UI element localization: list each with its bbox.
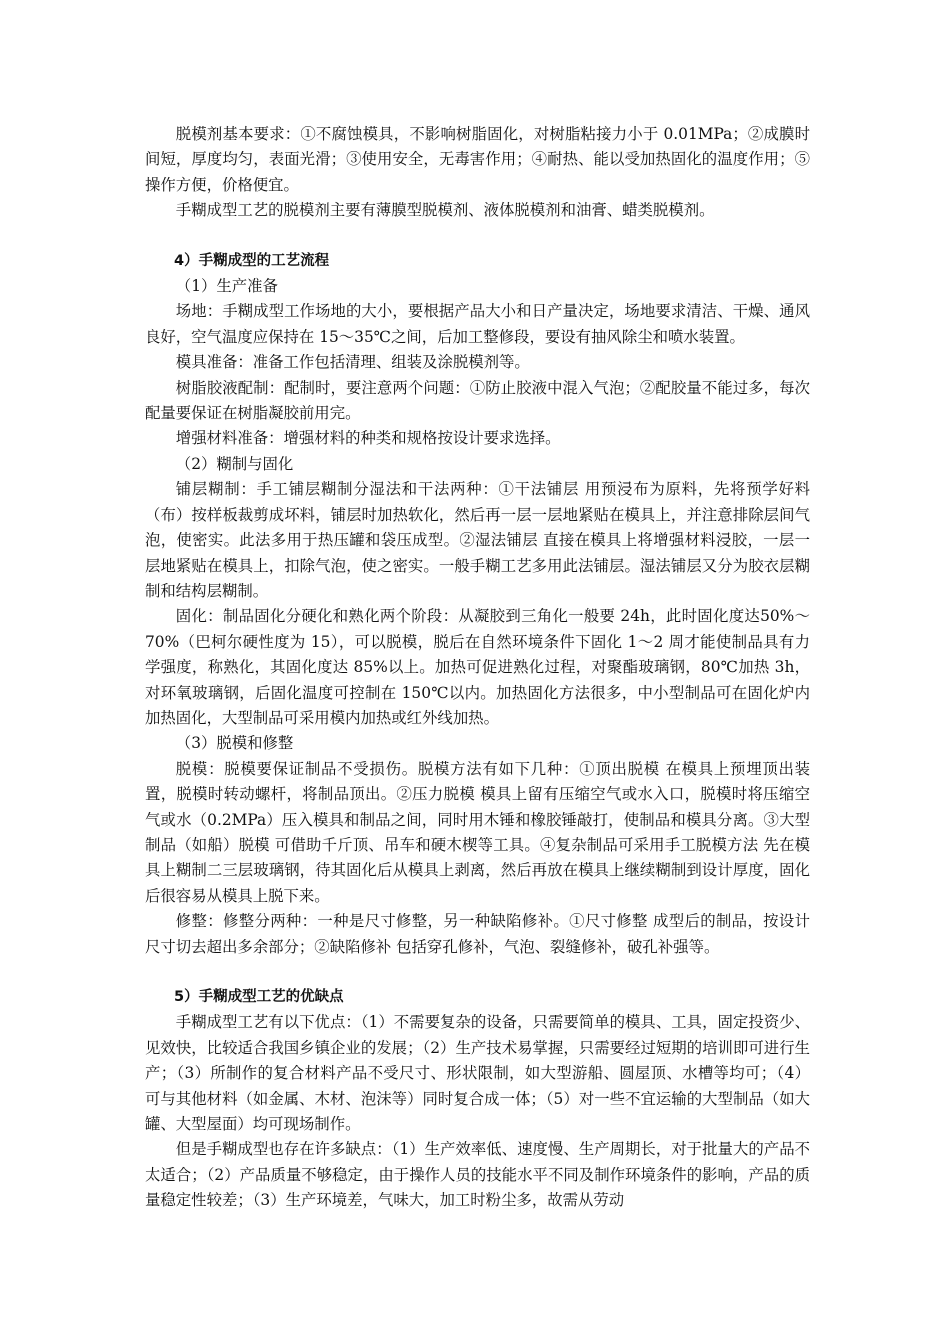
subsection-3-title: （3）脱模和修整 [175, 734, 294, 753]
curing-paragraph: 固化：制品固化分硬化和熟化两个阶段：从凝胶到三角化一般要 24h，此时固化度达50%～70%（巴柯尔硬性度为 15），可以脱模，脱后在自然环境条件下固化 1～2 周才能使制品具有力学强度，称熟化，其固化度达 85%以上。加热可促进熟化过程，对聚酯玻璃钢，80℃加热 3h，对环氧玻璃钢，后固化温度可控制在 150℃以内。加热固化方法很多，中小型制品可在固化炉内加热固化，大型制品可采用模内加热或红外线加热。 [145, 607, 810, 727]
trim-paragraph: 修整：修整分两种：一种是尺寸修整，另一种缺陷修补。①尺寸修整 成型后的制品，按设计尺寸切去超出多余部分；②缺陷修补 包括穿孔修补，气泡、裂缝修补，破孔补强等。 [145, 912, 810, 956]
advantages-paragraph: 手糊成型工艺有以下优点：（1）不需要复杂的设备，只需要简单的模具、工具，固定投资少、见效快，比较适合我国乡镇企业的发展；（2）生产技术易掌握，只需要经过短期的培训即可进行生产；（3）所制作的复合材料产品不受尺寸、形状限制，如大型游船、圆屋顶、水槽等均可；（4）可与其他材料（如金属、木材、泡沫等）同时复合成一体；（5）对一些不宜运输的大型制品（如大罐、大型屋面）均可现场制作。 [145, 1013, 810, 1134]
resin-prep-paragraph: 树脂胶液配制：配制时，要注意两个问题：①防止胶液中混入气泡；②配胶量不能过多，每次配量要保证在树脂凝胶前用完。 [145, 378, 810, 423]
subsection-1-title: （1）生产准备 [175, 277, 278, 296]
demold-paragraph: 脱模：脱模要保证制品不受损伤。脱模方法有如下几种：①顶出脱模 在模具上预埋顶出装置，脱模时转动螺杆，将制品顶出。②压力脱模 模具上留有压缩空气或水入口，脱模时将压缩空气或水（0.2MPa）压入模具和制品之间，同时用木锤和橡胶锤敲打，使制品和模具分离。③大型制品（如船）脱模 可借助千斤顶、吊车和硬木楔等工具。④复杂制品可采用手工脱模方法 先在模具上糊制二三层玻璃钢，待其固化后从模具上剥离，然后再放在模具上继续糊制到设计厚度，固化后很容易从模具上脱下来。 [145, 759, 810, 905]
document-page [145, 122, 810, 1214]
section-4-heading: 4）手糊成型的工艺流程 [174, 252, 330, 269]
reinforcement-prep-paragraph: 增强材料准备：增强材料的种类和规格按设计要求选择。 [175, 429, 561, 448]
section-gap [145, 224, 810, 249]
release-agent-requirements-paragraph: 脱模剂基本要求：①不腐蚀模具，不影响树脂固化，对树脂粘接力小于 0.01MPa；②成膜时间短，厚度均匀，表面光滑；③使用安全，无毒害作用；④耐热、能以受加热固化的温度作用；⑤操作方便，价格便宜。 [145, 125, 810, 194]
layup-paragraph: 铺层糊制：手工铺层糊制分湿法和干法两种：①干法铺层 用预浸布为原料，先将预学好料（布）按样板裁剪成坏料，铺层时加热软化，然后再一层一层地紧贴在模具上，并注意排除层间气泡，使密实。此法多用于热压罐和袋压成型。②湿法铺层 直接在模具上将增强材料浸胶，一层一层地紧贴在模具上，扣除气泡，使之密实。一般手糊工艺多用此法铺层。湿法铺层又分为胶衣层糊制和结构层糊制。 [145, 480, 810, 600]
subsection-2-title: （2）糊制与固化 [175, 454, 294, 473]
release-agent-types-paragraph: 手糊成型工艺的脱模剂主要有薄膜型脱模剂、液体脱模剂和油膏、蜡类脱模剂。 [175, 201, 715, 220]
section-gap [145, 960, 810, 985]
site-paragraph: 场地：手糊成型工作场地的大小，要根据产品大小和日产量决定，场地要求清洁、干燥、通风良好，空气温度应保持在 15～35℃之间，后加工整修段，要设有抽风除尘和喷水装置。 [145, 302, 810, 346]
disadvantages-paragraph: 但是手糊成型也存在许多缺点：（1）生产效率低、速度慢、生产周期长，对于批量大的产品不太适合；（2）产品质量不够稳定，由于操作人员的技能水平不同及制作环境条件的影响，产品的质量稳定性较差；（3）生产环境差，气味大，加工时粉尘多，故需从劳动 [145, 1140, 810, 1210]
section-5-heading: 5）手糊成型工艺的优缺点 [174, 989, 344, 1005]
mold-prep-paragraph: 模具准备：准备工作包括清理、组装及涂脱模剂等。 [175, 353, 530, 372]
